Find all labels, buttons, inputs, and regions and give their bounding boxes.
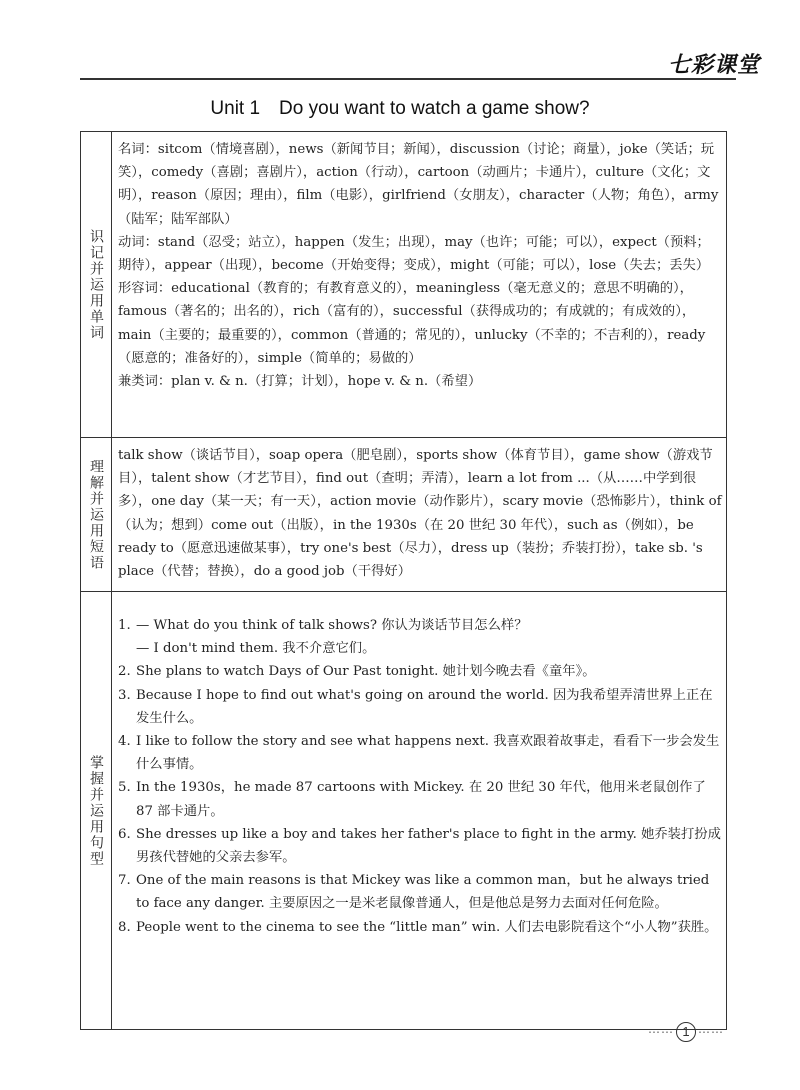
words-row <box>81 132 727 438</box>
phrases-content <box>112 438 727 592</box>
sentences-label: 掌握并运用句型 <box>88 754 104 867</box>
page-number <box>648 1022 724 1042</box>
adjectives-entry: 形容词：educational（教育的；有教育意义的），meaningless（毫无意义的；意思不明确的），famous（著名的；出名的），rich（富有的），successful（获得成功的；有成就的；有成效的），main（主要的；最重要的），common（普通的；常见的），unlucky（不幸的；不吉利的），ready（愿意的；准备好的），simple（简单的；易做的） <box>118 281 706 366</box>
page-deco-right: ⋯⋯ <box>698 1025 724 1039</box>
verbs-entry: 动词：stand（忍受；站立），happen（发生；出现），may（也许；可能；可以），expect（预料；期待），appear（出现），become（开始变得；变成），might（可能；可以），lose（失去；丢失） <box>118 234 710 274</box>
phrases-row <box>81 438 727 592</box>
sentence-item: 7. One of the main reasons is that Mickey was like a common man，but he always tried to face any danger. 主要原因之一是米老鼠像普通人，但是他总是努力去面对任何危险。 <box>118 873 710 912</box>
header-rule <box>80 78 736 80</box>
phrases-label: 理解并运用短语 <box>88 458 104 571</box>
phrases-label-cell <box>81 438 112 592</box>
words-label: 识记并运用单词 <box>88 228 104 341</box>
sentences-row <box>81 592 727 1030</box>
nouns-entry: 名词：sitcom（情境喜剧），news（新闻节目；新闻），discussion（讨论；商量），joke（笑话；玩笑），comedy（喜剧；喜剧片），action（行动），cartoon（动画片；卡通片），culture（文化；文明），reason（原因；理由），film（电影），girlfriend（女朋友），character（人物；角色），army（陆军；陆军部队） <box>118 142 719 227</box>
sentence-item: 4. I like to follow the story and see what happens next. 我喜欢跟着故事走，看看下一步会发生什么事情。 <box>118 734 720 773</box>
brand-logo: 七彩课堂 <box>667 52 760 78</box>
sentences-label-cell <box>81 592 112 1030</box>
sentence-item: 6. She dresses up like a boy and takes her father's place to fight in the army. 她乔装打扮成男孩代替她的父亲去参军。 <box>118 826 721 866</box>
page-number-value: 1 <box>676 1022 696 1042</box>
phrases-text: talk show（谈话节目），soap opera（肥皂剧），sports show（体育节目），game show（游戏节目），talent show（才艺节目），find out（查明；弄清），learn a lot from ...（从……中学到很多），one day（某一天；有一天），action movie（动作影片），scary movie（恐怖影片），think of（认为；想到）come out（出版），in the 1930s（在 20 世纪 30 年代），such as（例如），be ready to（愿意迅速做某事），try one's best（尽力），dress up（装扮；乔装打扮），take sb. 's place（代替；替换），do a good job（干得好） <box>118 448 722 580</box>
sentence-item: 3. Because I hope to find out what's going on around the world. 因为我希望弄清世界上正在发生什么。 <box>118 687 713 726</box>
sentence-item: 2. She plans to watch Days of Our Past tonight. 她计划今晚去看《童年》。 <box>118 664 596 680</box>
sentence-item: 1. — What do you think of talk shows? 你认为谈话节目怎么样？ <box>118 618 528 633</box>
words-content <box>112 132 727 438</box>
sentence-item: — I don't mind them. 我不介意它们。 <box>136 641 376 657</box>
sentence-item: 8. People went to the cinema to see the “little man” win. 人们去电影院看这个“小人物”获胜。 <box>118 919 718 935</box>
multi-class-entry: 兼类词：plan v. & n.（打算；计划），hope v. & n.（希望） <box>118 374 482 390</box>
page-deco-left: ⋯⋯ <box>648 1025 674 1039</box>
unit-title: Unit 1 Do you want to watch a game show? <box>210 98 590 119</box>
sentence-item: 5. In the 1930s，he made 87 cartoons with Mickey. 在 20 世纪 30 年代，他用米老鼠创作了 87 部卡通片。 <box>118 780 706 819</box>
sentences-content <box>112 592 727 1030</box>
words-label-cell <box>81 132 112 438</box>
vocab-table <box>80 131 727 1030</box>
